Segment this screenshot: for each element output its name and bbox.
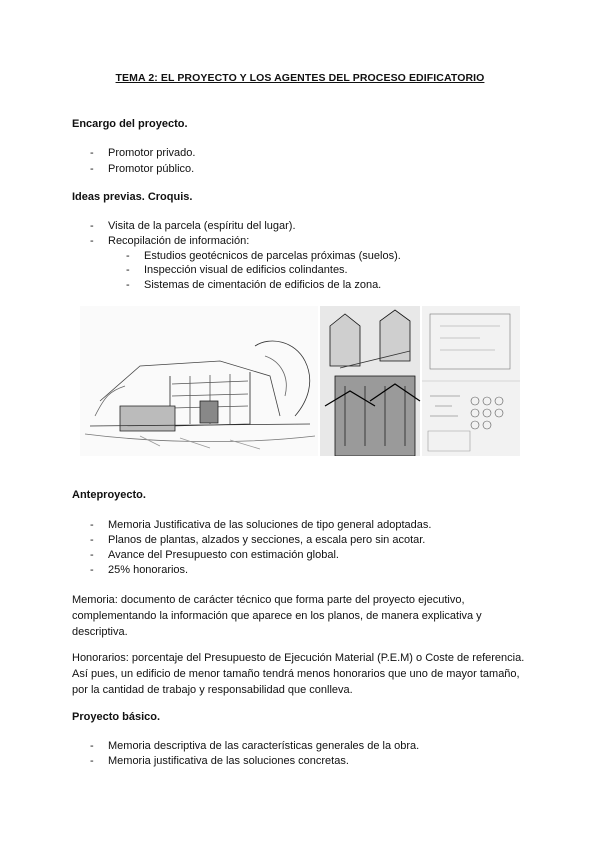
- list-item: - Avance del Presupuesto con estimación global.: [90, 549, 339, 561]
- list-item: - Memoria Justificativa de las soluciones de tipo general adoptadas.: [90, 519, 432, 531]
- list-item: - Recopilación de información:: [90, 235, 250, 247]
- heading-anteproyecto: Anteproyecto.: [72, 489, 146, 501]
- list-item: - Promotor privado.: [90, 147, 196, 159]
- list-item: - Memoria justificativa de las soluciones concretas.: [90, 755, 349, 767]
- house-sketch: [80, 306, 318, 456]
- sketch-illustration: [80, 306, 520, 456]
- heading-ideas: Ideas previas. Croquis.: [72, 191, 193, 203]
- paragraph-memoria: Memoria: documento de carácter técnico que forma parte del proyecto ejecutivo, complementando la información que aparece en los planos, de manera explicativa y descriptiva.: [72, 594, 482, 638]
- list-item: - 25% honorarios.: [90, 564, 189, 576]
- towers-sketch: [320, 306, 420, 456]
- paragraph-honorarios: Honorarios: porcentaje del Presupuesto de Ejecución Material (P.E.M) o Coste de referencia. Así pues, un edificio de menor tamaño tendrá menos honorarios que uno de mayor tamaño, por la cantidad de trabajo y responsabilidad que conlleva.: [72, 652, 525, 696]
- list-item: - Planos de plantas, alzados y secciones, a escala pero sin acotar.: [90, 534, 426, 546]
- sub-list-item: - Inspección visual de edificios colindantes.: [126, 264, 348, 276]
- heading-basico: Proyecto básico.: [72, 711, 161, 723]
- plans-sketch: [422, 306, 520, 456]
- list-item: - Promotor público.: [90, 163, 195, 175]
- sub-list-item: - Estudios geotécnicos de parcelas próximas (suelos).: [126, 250, 401, 262]
- list-item: - Memoria descriptiva de las características generales de la obra.: [90, 740, 420, 752]
- list-item: - Visita de la parcela (espíritu del lugar).: [90, 220, 296, 232]
- sub-list-item: - Sistemas de cimentación de edificios de la zona.: [126, 279, 382, 291]
- sketch-images: [80, 306, 520, 456]
- heading-encargo: Encargo del proyecto.: [72, 118, 188, 130]
- page-title: TEMA 2: EL PROYECTO Y LOS AGENTES DEL PROCESO EDIFICATORIO: [115, 72, 485, 84]
